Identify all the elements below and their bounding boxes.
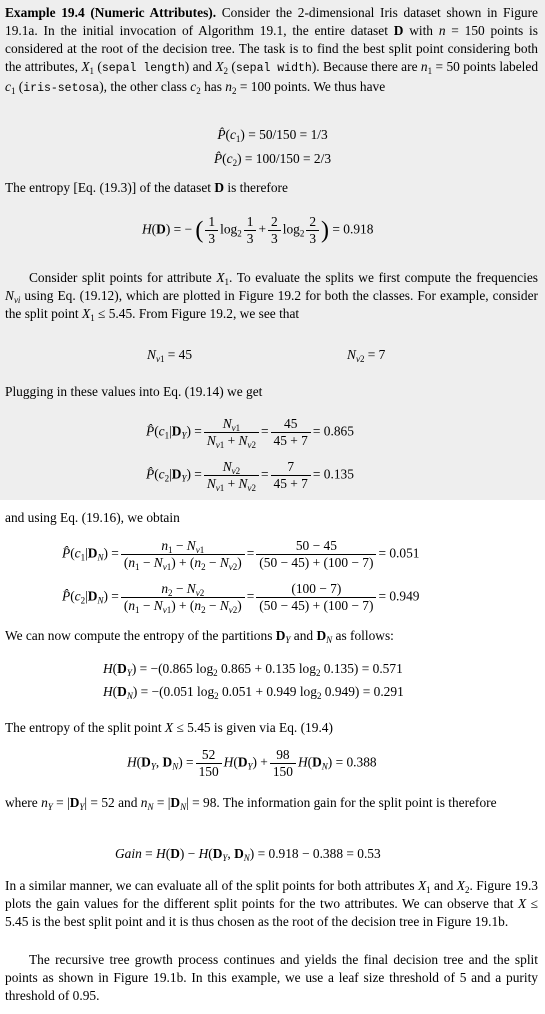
partition-intro: We can now compute the entropy of the partitions $D_Y$ and $D_N$ as follows: — [5, 628, 394, 645]
pn2-equation: $P̂(c_2|D_N)$ = $\frac{n_2 - N_{v2}}{(n_1 - N_{v1}) + (n_2 - N_{v2})}$ = $\frac{(100 - 7)}{(50 - 45) + (100 - 7)}$ = 0.949 — [62, 581, 420, 615]
entropy-equation: H(D) = − ( $\frac{1}{3}$ $\log_2$ $\frac{1}{3}$ + $\frac{2}{3}$ $\log_2$ $\frac{2}{3}$ ) = 0.918 — [142, 214, 374, 246]
pn1-equation: $P̂(c_1|D_N)$ = $\frac{n_1 - N_{v1}}{(n_1 - N_{v1}) + (n_2 - N_{v2})}$ = $\frac{50 - 45}{(50 - 45) + (100 - 7)}$ = 0.051 — [62, 538, 420, 572]
split-entropy-equation: $H(D_Y$, $D_N$) = $\frac{52}{150}$ $H(D_Y)$ + $\frac{98}{150}$ $H(D_N) = 0.388$ — [127, 747, 377, 779]
py2-equation: $P̂(c_2|D_Y)$ = $\frac{N_{v2}}{N_{v1} + N_{v2}}$ = $\frac{7}{45 + 7}$ = 0.135 — [146, 459, 354, 493]
split-intro: Consider split points for attribute $X_1$. To evaluate the splits we first compute the frequencies $N_{vi}$ using Eq. (19.12), which are plotted in Figure 19.2 for both the classes. For example, consider the split point $X_1 \le 5.45$. From Figure 19.2, we see that — [5, 270, 538, 323]
hn-equation: $H(D_N) = -(0.051$ $\log_2 0.051 + 0.949$ $\log_2 0.949) = 0.291$ — [103, 684, 404, 701]
example-intro: Example 19.4 (Numeric Attributes). Consider the 2-dimensional Iris dataset shown in Figure 19.1a. In the initial invocation of Algorithm 19.1, the entire dataset D with n = 150 points is considered at the root of the decision tree. The task is to find the best split point considering both the attributes, $X_1$ (sepal length) and $X_2$ (sepal width). Because there are $n_1 = 50$ points labeled $c_1$ (iris-setosa), the other class $c_2$ has $n_2 = 100$ points. We thus have — [5, 5, 539, 96]
prior-c1-equation: $P̂(c_1) = 50/150 = 1/3$ — [217, 127, 328, 144]
hy-equation: $H(D_Y) = -(0.865$ $\log_2 0.865 + 0.135$ $\log_2 0.135) = 0.571$ — [103, 661, 403, 678]
py1-equation: $P̂(c_1|D_Y)$ = $\frac{N_{v1}}{N_{v1} + N_{v2}}$ = $\frac{45}{45 + 7}$ = 0.865 — [146, 416, 354, 450]
similar-paragraph: In a similar manner, we can evaluate all of the split points for both attributes $X_1$ and $X_2$. Figure 19.3 plots the gain values for the different split points for the two attributes. We can observe that X ≤ 5.45 is the best split point and it is thus chosen as the root of the decision tree in Figure 19.1b. — [5, 878, 539, 929]
gain-equation: Gain = $H(D) - H(D_Y$, $D_N) = 0.918 - 0.388 = 0.53$ — [115, 846, 381, 863]
nv1-value: $N_{v1} = 45$ — [147, 347, 193, 364]
split-entropy-intro: The entropy of the split point X ≤ 5.45 is given via Eq. (19.4) — [5, 720, 333, 735]
entropy-intro: The entropy [Eq. (19.3)] of the dataset D is therefore — [5, 180, 288, 195]
nv2-value: $N_{v2} = 7$ — [347, 347, 386, 364]
where-text: where $n_Y = |D_Y| = 52$ and $n_N = |D_N| = 98$. The information gain for the split point is therefore — [5, 795, 497, 812]
recursive-paragraph: The recursive tree growth process continues and yields the final decision tree and the split points as shown in Figure 19.1b. In this example, we use a leaf size threshold of 5 and a purity threshold of 0.95. — [5, 952, 538, 1003]
eq1916-intro: and using Eq. (19.16), we obtain — [5, 510, 180, 525]
example-label: Example 19.4 (Numeric Attributes). — [5, 5, 217, 20]
prior-c2-equation: $P̂(c_2) = 100/150 = 2/3$ — [213, 151, 332, 168]
plug-intro: Plugging in these values into Eq. (19.14) we get — [5, 384, 263, 399]
